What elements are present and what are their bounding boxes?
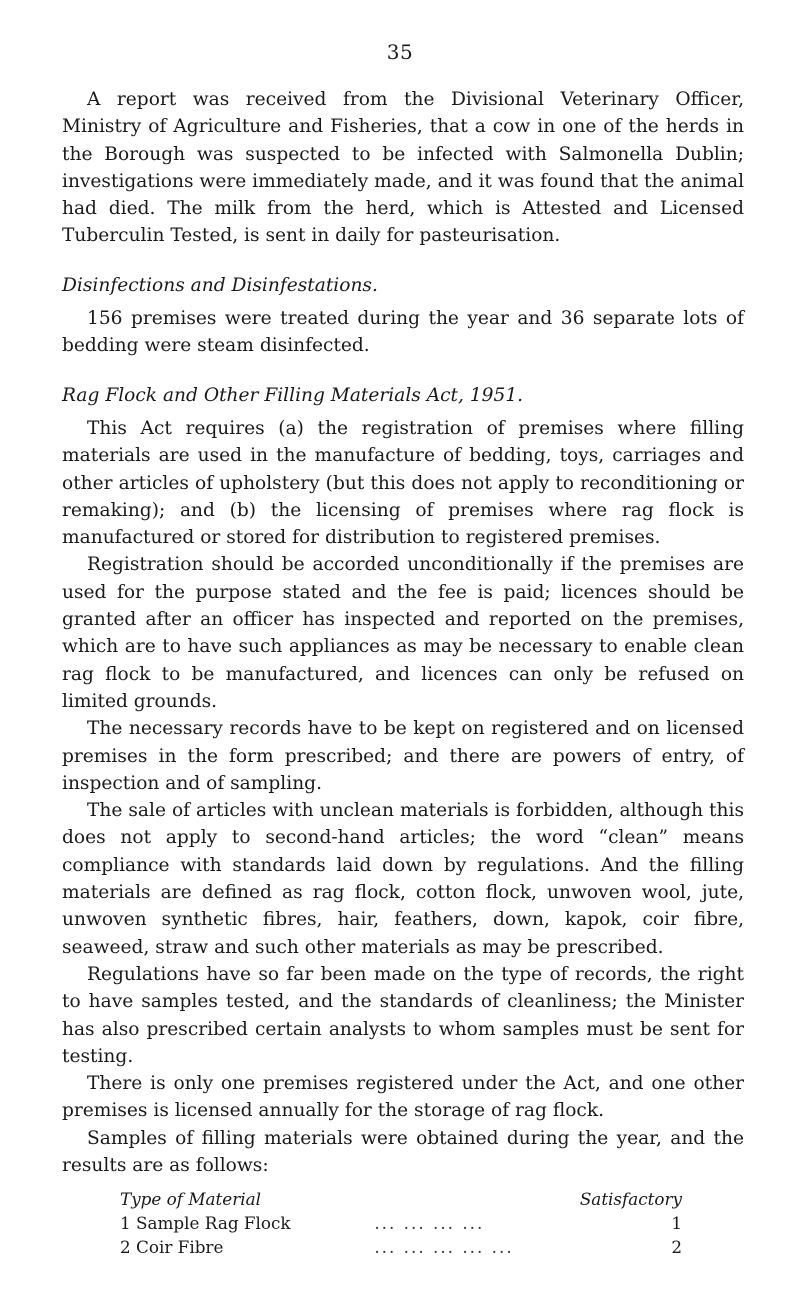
row-satisfactory: 2: [671, 1237, 682, 1258]
row-type: 1 Sample Rag Flock: [120, 1213, 291, 1234]
header-spacer: [344, 1187, 555, 1211]
row-type: 2 Coir Fibre: [120, 1237, 224, 1258]
row-leader-dots: ... ... ... ... ...: [374, 1237, 514, 1258]
act-paragraph-sale: The sale of articles with unclean materials is forbidden, although this does not apply to second-hand articles; the word “clean” means compliance with standards laid down by regulations. And the filling materials are defined as rag flock, cotton flock, unwoven wool, jute, unwoven synthetic fibres, hair, feathers, down, kapok, coir fibre, seaweed, straw and such other materials as may be prescribed.: [62, 800, 744, 958]
row-leader-dots: ... ... ... ...: [374, 1213, 485, 1234]
table-row: [70, 1211, 682, 1235]
page-number: 35: [386, 40, 414, 64]
act-paragraph-registration: Registration should be accorded unconditionally if the premises are used for the purpose stated and the fee is paid; licences should be granted after an officer has inspected and reported on the premises, which are to have such appliances as may be necessary to enable clean rag flock to be manufactured, and licences can only be refused on limited grounds.: [62, 554, 744, 712]
intro-paragraph: A report was received from the Divisional Veterinary Officer, Ministry of Agriculture and Fisheries, that a cow in one of the herds in the Borough was suspected to be infected with Salmonella Dublin; investigations were immediately made, and it was found that the animal had died. The milk from the herd, which is Attested and Licensed Tuberculin Tested, is sent in daily for pasteurisation.: [62, 89, 745, 247]
act-paragraph-regulations: Regulations have so far been made on the type of records, the right to have samples tested, and the standards of cleanliness; the Minister has also prescribed certain analysts to whom samples must be sent for testing.: [62, 963, 744, 1067]
table-row: [70, 1235, 682, 1259]
samples-table-header-row: [70, 1187, 682, 1211]
act-paragraph-samples: Samples of filling materials were obtained during the year, and the results are as follows:: [62, 1127, 744, 1176]
header-type-of-material: Type of Material: [120, 1189, 261, 1210]
row-satisfactory: 1: [671, 1213, 682, 1234]
act-paragraph-records: The necessary records have to be kept on registered and on licensed premises in the form prescribed; and there are powers of entry, of inspection and of sampling.: [62, 718, 744, 794]
header-satisfactory: Satisfactory: [579, 1189, 682, 1210]
act-paragraph-premises: There is only one premises registered under the Act, and one other premises is licensed annually for the storage of rag flock.: [62, 1073, 744, 1122]
section-heading-disinfections: Disinfections and Disinfestations.: [62, 274, 378, 296]
page-content: [62, 86, 744, 1259]
disinfections-paragraph: 156 premises were treated during the year and 36 separate lots of bedding were steam disinfected.: [62, 308, 744, 357]
section-heading-rag-flock-act: Rag Flock and Other Filling Materials Act, 1951.: [62, 384, 524, 406]
samples-table: [70, 1187, 682, 1259]
act-paragraph-requirements: This Act requires (a) the registration of premises where filling materials are used in the manufacture of bedding, toys, carriages and other articles of upholstery (but this does not apply to reconditioning or remaking); and (b) the licensing of premises where rag flock is manufactured or stored for distribution to registered premises.: [62, 417, 744, 549]
